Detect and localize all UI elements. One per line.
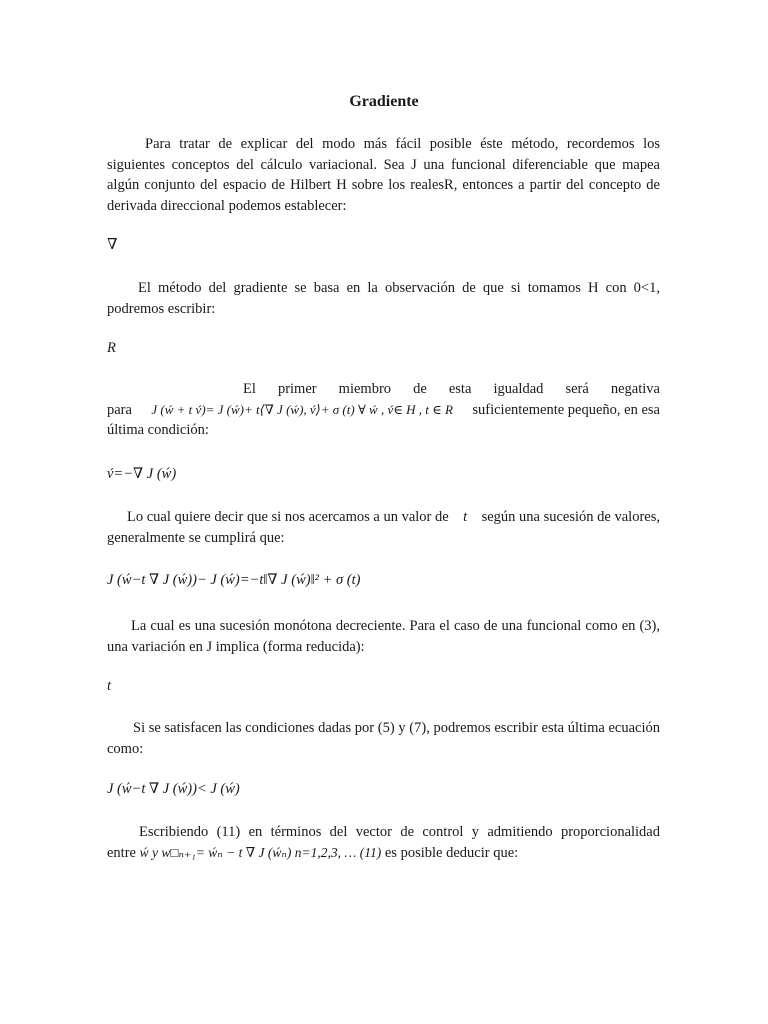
paragraph-approach-c: generalmente se cumplirá que: <box>107 529 285 546</box>
paragraph-first-member-tail: suficientemente pequeño, en esa <box>472 401 660 418</box>
paragraph-approach <box>107 507 660 548</box>
variable-t: t <box>463 509 468 525</box>
equation-descent: J (ẃ−t ∇ J (ẃ))< J (ẃ) <box>107 781 240 797</box>
equation-norm-inequality: J (ẃ−t ∇ J (ẃ))− J (ẃ)=−t‖∇ J (ẃ)‖² + σ (t) <box>107 572 361 588</box>
paragraph-writing <box>107 822 660 863</box>
equation-t: t <box>107 678 112 694</box>
entre-word: entre <box>107 844 136 861</box>
paragraph-intro-text: Para tratar de explicar del modo más fácil posible éste método, recordemos los siguientes conceptos del cálculo variacional. Sea J una funcional diferenciable que mapea algún conjunto del espacio de Hilbert H sobre los realesR, entonces a partir del concepto de derivada direccional podemos establecer: <box>107 136 660 214</box>
document-title: Gradiente <box>349 93 419 110</box>
paragraph-monotone <box>107 616 660 657</box>
equation-r: R <box>107 340 116 356</box>
paragraph-method-text: El método del gradiente se basa en la observación de que si tomamos H con 0<1, podremos escribir: <box>107 280 660 317</box>
paragraph-first-member-lead: El primer miembro de esta igualdad será negativa <box>243 381 660 397</box>
paragraph-conditions-text: Si se satisfacen las condiciones dadas por (5) y (7), podremos escribir esta última ecuación como: <box>107 720 660 757</box>
paragraph-approach-line1 <box>107 507 660 528</box>
equation-v-gradient: v́=−∇ J (ẃ) <box>107 466 177 482</box>
equation-nabla: ∇ <box>107 237 118 253</box>
paragraph-writing-a: Escribiendo (11) en términos del vector de control y admitiendo proporcionalidad <box>139 824 660 840</box>
paragraph-monotone-text: La cual es una sucesión monótona decreciente. Para el caso de una funcional como en (3), una variación en J implica (forma reducida): <box>107 618 660 655</box>
paragraph-conditions <box>107 718 660 759</box>
paragraph-intro <box>107 134 660 216</box>
paragraph-first-member-line2 <box>107 400 660 421</box>
equation-iteration: ẃ y w□ₙ₊₁= ẃₙ − t ∇ J (ẃₙ) n=1,2,3, … (11) <box>139 844 382 860</box>
paragraph-method <box>107 278 660 319</box>
paragraph-approach-b: según una sucesión de valores, <box>481 509 660 525</box>
paragraph-writing-b: es posible deducir que: <box>384 844 519 861</box>
paragraph-first-member-last: última condición: <box>107 422 209 439</box>
equation-directional-derivative: J (ẃ + t v́)= J (ẃ)+ t⟨∇ J (ẃ), v́⟩+ σ (t) ∀ ẃ , v́∈ H , t ∈ R <box>151 401 453 417</box>
paragraph-first-member <box>107 379 660 441</box>
paragraph-writing-line2 <box>107 843 660 864</box>
para-word: para <box>107 401 132 418</box>
paragraph-approach-a: Lo cual quiere decir que si nos acercamos a un valor de <box>127 509 449 525</box>
